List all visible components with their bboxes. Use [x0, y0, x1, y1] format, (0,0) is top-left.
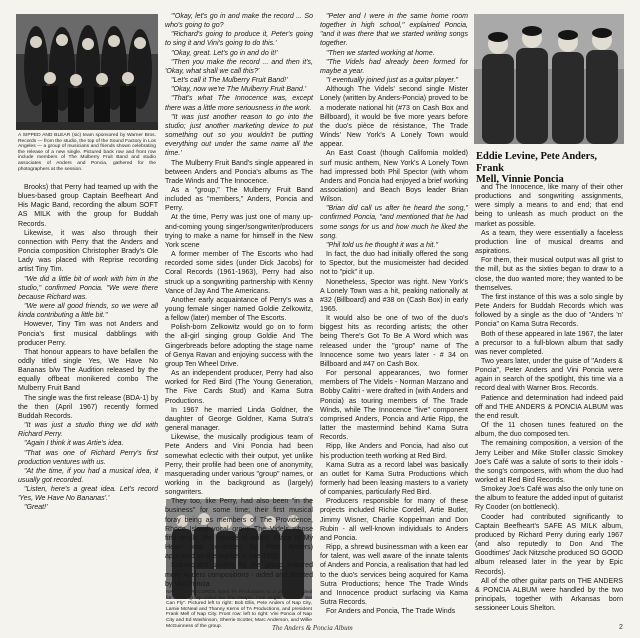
column-3-paragraph: For personal appearances, two former members of The Videls - Norman Marzano and Bobby Calitri - were drafted in (with Anders and Poncia) as touring members of The Trade Winds, while The Innocence "live" component comprised Anders, Poncia and Artie Ripp, the latter the mastermind behind Kama Sutra Records. [320, 370, 468, 442]
column-4-paragraph: The remaining composition, a version of the Jerry Leiber and Mike Stoller classic Smokey Joe's Café was a salute of sorts to their idols - the song's composers, with whom the duo had worked at Red Bird Records. [475, 440, 623, 484]
column-2-paragraph: The Mulberry Fruit Band's single appeared in between Anders and Poncia's albums as The Trade Winds and The Innocence. [165, 159, 313, 185]
column-2-paragraph: "Let's call it The Mulberry Fruit Band!' [171, 77, 288, 85]
column-1-paragraph: Brooks) that Perry had teamed up with the blues-based group Captain Beefheart And His Magic Band, recording the album SOFT AS MILK with the group for Buddah Records. [18, 184, 158, 228]
column-1-paragraph: "We were all good friends, so we were all kinda contributing a little bit." [18, 303, 158, 320]
column-2-paragraph: At the time, Perry was just one of many up-and-coming young singer/songwriter/producers trying to make a name for himself in the New York scene [165, 214, 313, 249]
column-3-paragraph: "I eventually joined just as a guitar player." [326, 77, 459, 85]
text-column-3 [320, 12, 468, 624]
column-3-paragraph: For Anders and Poncia, The Trade Winds [326, 608, 456, 616]
column-1-paragraph: "That was one of Richard Perry's first production ventures with us. [18, 449, 158, 466]
column-4-paragraph: Two years later, under the guise of "Anders & Poncia", Peter Anders and Vini Poncia were again in search of the spotlight, this time via a record deal with Warner Bros. Records. [475, 357, 623, 393]
column-4-paragraph: All of the other guitar parts on THE ANDERS & PONCIA ALBUM were handled by the two principals, together with Arkansas born sessioneer Louis Shelton. [475, 577, 623, 613]
group-photo [16, 14, 158, 130]
column-2-paragraph: Likewise, the musically prodigious team of Pete Anders and Vini Poncia had been somewhat eclectic with their output, yet unlike Perry, their profile had been one of anonymity, masquerading under various "group" names, or working in the background as (largely) songwriters. [165, 434, 313, 497]
column-3-paragraph: "Brian did call us after he heard the song," confirmed Poncia, "and mentioned that he had some songs for us and how much he liked the song. [320, 205, 468, 240]
column-4-paragraph: and The Innocence, like many of their other productions and songwriting assignments, were simply a means to and end; that end being to unleash as much product on the market as possible. [475, 184, 623, 228]
column-2-paragraph: Subsequent singles by the group featured more Anders compositions - aided and abetted by Vini Poncia. [165, 562, 313, 588]
text-column-2 [165, 12, 313, 588]
column-2-paragraph: "Richard's going to produce it, Peter's going to sing it and Vini's going to do this.' [165, 31, 313, 48]
column-2-paragraph: "That's what The Innocence was, except there was a little more seriousness in the work. [165, 95, 313, 112]
quartet-caption-line-1: Eddie Levine, Pete Anders, Frank [476, 151, 598, 174]
column-1-paragraph: That honour appears to have befallen the oddly titled single Yes, We Have No Bananas b/w The Audition released by the equally offbeat monikered combo The Mulberry Fruit Band [18, 348, 158, 393]
column-3-paragraph: Producers responsible for many of these projects included Richie Cordell, Artie Butler, Jimmy Wisner, Charlie Koppelman and Don Rubin - all well-known individuals to Anders and Poncia. [320, 498, 468, 542]
column-1-paragraph: However, Tiny Tim was not Anders and Poncia's first musical dabblings with producer Perry. [18, 321, 158, 347]
group-photo-caption: A SIPPED AND BLEAR (sic) team sponsored by Warner Bros. Records — from the studio, the top of the Sound Factory in Los Angeles — a group of musicians and friends shown celebrating the release of a new single. Pictured back row and front row include members of The Mulberry Fruit Band and studio associates of Anders and Poncia, gathered for the photographers at the session. [18, 133, 156, 172]
column-3-paragraph: "The Videls had already been formed for maybe a year. [320, 58, 468, 75]
column-1-paragraph: "Again I think it was Artie's idea. [24, 440, 124, 448]
column-2-paragraph: A former member of The Escorts who had recorded some sides (under Dick Jacobs) for Coral Records (1961-1963), Perry had also struck up a songwriting partnership with Kenny Vance of Jay And The Americans. [165, 251, 313, 295]
text-column-1 [18, 183, 158, 513]
column-1-paragraph: "Listen, here's a great idea. Let's record 'Yes, We Have No Bananas'.' [18, 486, 158, 503]
column-1-paragraph: "Great!' [24, 504, 48, 512]
column-3-paragraph: Although The Videls' second single Mister Lonely (written by Anders-Poncia) proved to be a moderate national hit (#73 on Cash Box and Billboard), it would be five more years before the duo's pièce de résistance, The Trade Winds' New York's A Lonely Town would appear. [320, 86, 468, 149]
column-1-paragraph: "It was just a studio thing we did with Richard Perry. [18, 422, 158, 439]
column-3-paragraph: Ripp, like Anders and Poncia, had also cut his production teeth working at Red Bird. [320, 443, 468, 460]
column-4-paragraph: Smokey Joe's Café was also the only tune on the album to feature the added input of guitarist Ry Cooder (on bottleneck). [475, 486, 623, 512]
column-4-paragraph: Patience and determination had indeed paid off and THE ANDERS & PONCIA ALBUM was the end result. [475, 394, 623, 420]
column-2-paragraph: "Okay, now we're The Mulberry Fruit Band.' [171, 86, 307, 94]
column-2-paragraph: "Then you make the record ... and then it's, 'Okay, what shall we call this?' [165, 58, 313, 75]
column-4-paragraph: Of the 11 chosen tunes featured on the album, the duo composed ten. [475, 422, 623, 439]
column-2-paragraph: "'Okay, let's go in and make the record ... So who's going to go? [165, 13, 313, 30]
column-3-paragraph: In fact, the duo had initially offered the song to Spector, but the musicmeister had decided not to "pick" it up. [320, 251, 468, 277]
column-3-paragraph: "Peter and I were in the same home room together in high school," explained Poncia, "and it was there that we started writing songs together. [320, 13, 468, 48]
column-3-paragraph: Kama Sutra as a record label was basically an outlet for Kama Sutra Productions which formerly had been leasing masters to a variety of companies, particularly Red Bird. [320, 461, 468, 497]
column-2-paragraph: As a "group," The Mulberry Fruit Band included as "members," Anders, Poncia and Perry. [165, 186, 313, 213]
column-3-paragraph: Nonetheless, Spector was right. New York's A Lonely Town was a hit, peaking nationally at #32 (Billboard) and #38 on (Cash Box) in early 1965. [320, 278, 468, 313]
page-number: 2 [619, 624, 623, 631]
column-2-paragraph: Another early acquaintance of Perry's was a young female singer named Goldie Zelkowitz, a fellow (later) member of The Escorts. [165, 296, 313, 323]
column-2-paragraph: As an independent producer, Perry had also worked for Red Bird (The Young Generation, The Five Cards Stud) and Kama Sutra Productions. [165, 370, 313, 405]
column-3-paragraph: It would also be one of two of the duo's biggest hits as recording artists; the other being There's Got To Be A Word which was released under the "group" name of The Innocence some two years later - # 34 on Billboard and #47 on Cash Box. [320, 315, 468, 368]
column-4-paragraph: Cooder had contributed significantly to Captain Beefheart's SAFE AS MILK album, produced by Richard Perry during early 1967 (and also reputedly to Don And The Goodtimes' Jack Nitzsche produced SO GOOD album released later in the year by Epic Records). [475, 513, 623, 576]
column-1-paragraph: The single was the first release (BDA-1) by the then (April 1967) recently formed Buddah Records. [18, 394, 158, 420]
quartet-photo [474, 14, 624, 144]
text-column-4 [475, 183, 623, 623]
quartet-caption-line-2: Mell, Vinnie Poncia [476, 174, 564, 185]
column-1-paragraph: "We did a little bit of work with him in the studio," confirmed Poncia. "We were there because Richard was. [18, 275, 158, 301]
column-2-paragraph: Polish-born Zelkowitz would go on to form the all-girl singing group Goldie And The Gingerbreads before adopting the stage name of Genya Ravan and enjoying success with the group Ten Wheel Drive. [165, 324, 313, 368]
column-3-paragraph: Ripp, a shrewd businessman with a keen ear for talent, was well aware of the innate talents of Anders and Poncia, a realisation that had led to the duo's services being acquired for Kama Sutra Productions; hence The Trade Winds and Innocence product surfacing via Kama Sutra Records. [320, 544, 468, 606]
column-4-paragraph: The first instance of this was a solo single by Pete Anders for Buddah Records which was followed by a single as the duo of "Anders 'n' Poncia" on Kama Sutra Records. [475, 293, 623, 329]
column-2-paragraph: In 1967 he married Linda Goldner, the daughter of George Goldner, Kama Sutra's general manager. [165, 406, 313, 433]
column-1-paragraph: "At the time, if you had a musical idea, it usually got recorded. [18, 467, 158, 484]
column-4-paragraph: Both of these appeared in late 1967, the later a precursor to a full-blown album that sadly was never completed. [475, 330, 623, 356]
column-1-paragraph: Likewise, it was also through their connection with Perry that the Anders and Poncia composition Christopher Brady's Ole Lady was placed with Reprise recording artist Tiny Tim. [18, 229, 158, 274]
signing-photo-caption: NAP CITY RECORDS signs TA Productions to a production deal for a new group called the The People. First single will be "If We Can Fly". Pictured left to right: Bob Ellis, Pete Anders of Nap City, Lamie McNeal and Thanny Kerns of TA Productions, and president Frank Mell of Nap City. Front row: left to right: Vini Poncia of Nap City and Ed Washinson, Sherrie Scotter, Marc Anderson, and Willie McGuinness of the group. [166, 590, 312, 629]
quartet-photo-image [474, 14, 624, 144]
column-3-paragraph: "Then we started working at home. [326, 49, 435, 57]
column-4-paragraph: As a team, they were essentially a faceless production line of musical dreams and aspirations. [475, 229, 623, 256]
quartet-photo-caption [476, 151, 624, 186]
column-3-paragraph: An East Coast (though California molded) surf music anthem, New York's A Lonely Town had impressed both Phil Spector (with whom Anders and Poncia had enjoyed a brief working association) and Beach Boys leader Brian Wilson. [320, 150, 468, 204]
column-2-paragraph: "It was just another reason to go into the studio; just another marketing device to put something out so you wouldn't be putting everything out under the same name all the time.' [165, 113, 313, 158]
column-3-paragraph: "Phil told us he thought it was a hit." [326, 241, 438, 249]
column-2-paragraph: "Okay, great. Let's go in and do it!' [171, 49, 278, 57]
group-photo-image [16, 14, 158, 130]
column-2-paragraph: They too, like Perry, had also been "in the business" for some time; their first musical foray being as members of The Providence, Rhode Island vocal group The Videls whose first single (the flipside of which, Place In My Heart was co-written by Pete Anders) appeared on the market in late 1958. [165, 498, 313, 561]
footer-title: The Anders & Poncia Album [272, 624, 353, 632]
column-4-paragraph: For them, their musical output was all grist to the mill, but as the sixties began to draw to a close, the duo wanted more; they wanted to be themselves. [475, 257, 623, 292]
